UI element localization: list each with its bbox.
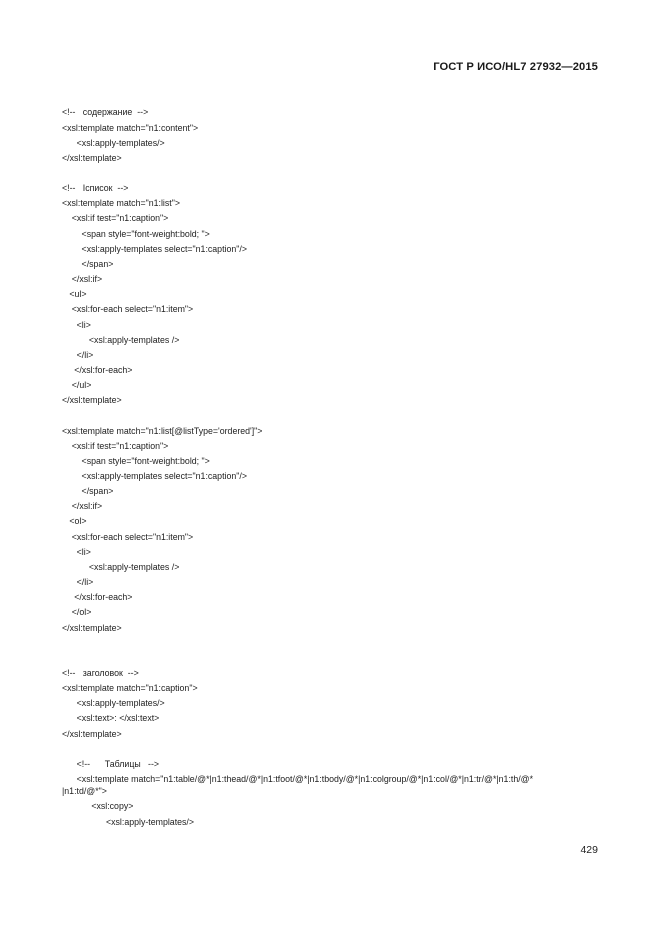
code-line: <xsl:text>: </xsl:text>: [62, 713, 160, 723]
code-line: <ol>: [62, 516, 87, 526]
code-line: </li>: [62, 350, 94, 360]
code-line: </xsl:template>: [62, 395, 122, 405]
code-line: <xsl:apply-templates/>: [62, 138, 165, 148]
code-line: </xsl:for-each>: [62, 365, 133, 375]
code-line: <!-- содержание -->: [62, 107, 149, 117]
code-line: <xsl:for-each select="n1:item">: [62, 532, 194, 542]
code-line: </xsl:if>: [62, 501, 103, 511]
code-line: <xsl:template match="n1:list[@listType='ordered']">: [62, 426, 263, 436]
code-line: <!-- Iсписок -->: [62, 183, 129, 193]
code-line: </ul>: [62, 380, 92, 390]
page-number: 429: [580, 844, 598, 856]
code-line: <xsl:apply-templates select="n1:caption"/>: [62, 244, 247, 254]
code-line: <li>: [62, 320, 91, 330]
code-line: <li>: [62, 547, 91, 557]
code-line: </xsl:template>: [62, 729, 122, 739]
code-line: <xsl:template match="n1:content">: [62, 123, 199, 133]
code-line: <xsl:template match="n1:caption">: [62, 683, 198, 693]
code-line: <xsl:apply-templates />: [62, 562, 180, 572]
code-line: <!-- Таблицы -->: [62, 759, 160, 769]
code-line: <xsl:apply-templates/>: [62, 817, 195, 827]
code-line: <ul>: [62, 289, 87, 299]
code-line: <xsl:apply-templates />: [62, 335, 180, 345]
code-line: </ol>: [62, 607, 92, 617]
code-line: <span style="font-weight:bold; ">: [62, 229, 210, 239]
code-line: <xsl:template match="n1:list">: [62, 198, 180, 208]
code-line: <xsl:for-each select="n1:item">: [62, 304, 194, 314]
code-line: </xsl:for-each>: [62, 592, 133, 602]
code-line: </xsl:if>: [62, 274, 103, 284]
code-line: <xsl:template match="n1:table/@*|n1:thead/@*|n1:tfoot/@*|n1:tbody/@*|n1:colgroup/@*|n1:col/@*|n1:tr/@*|n1:th/@*: [62, 774, 534, 784]
code-line: <xsl:apply-templates select="n1:caption"/>: [62, 471, 247, 481]
code-line: </span>: [62, 486, 114, 496]
code-line: <xsl:if test="n1:caption">: [62, 441, 169, 451]
code-line: <xsl:apply-templates/>: [62, 698, 165, 708]
code-line: </span>: [62, 259, 114, 269]
code-line: </xsl:template>: [62, 153, 122, 163]
code-line: <xsl:if test="n1:caption">: [62, 213, 169, 223]
code-line: <xsl:copy>: [62, 801, 134, 811]
code-line: <!-- заголовок -->: [62, 668, 139, 678]
code-line: <span style="font-weight:bold; ">: [62, 456, 210, 466]
code-line: </li>: [62, 577, 94, 587]
code-line: |n1:td/@*">: [62, 786, 107, 796]
code-line: </xsl:template>: [62, 623, 122, 633]
document-header-standard-code: ГОСТ Р ИСО/HL7 27932—2015: [433, 61, 598, 73]
